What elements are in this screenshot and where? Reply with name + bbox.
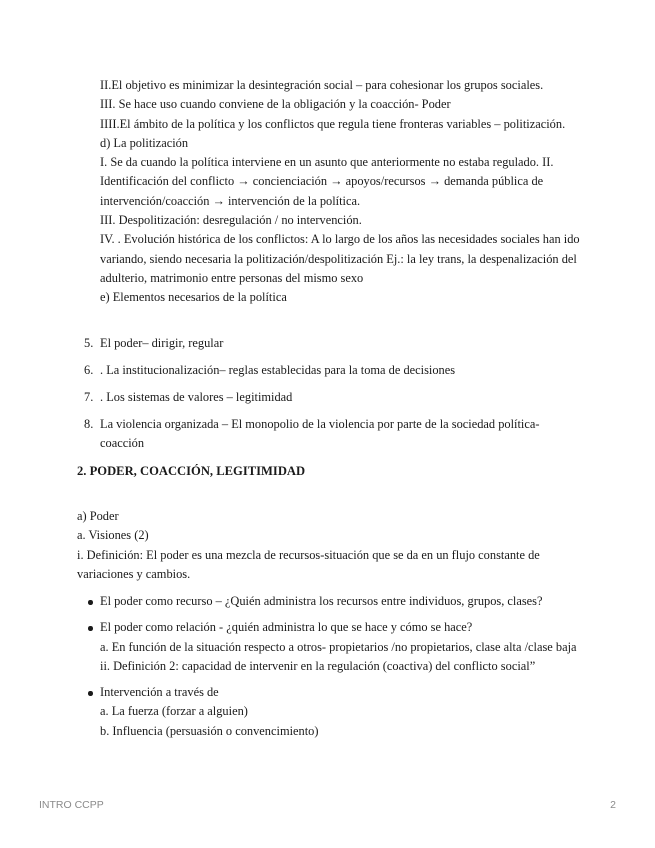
bullet-text: El poder como relación - ¿quién administra lo que se hace y cómo se hace? — [100, 620, 473, 635]
list-number: 7. — [84, 389, 94, 404]
bullet-item — [77, 683, 577, 741]
list-number: 8. — [84, 416, 94, 431]
paragraph-line: IV. . Evolución histórica de los conflictos: A lo largo de los años las necesidades sociales han ido variando, siendo necesaria la politización/despolitización Ej.: la ley trans, la despenalización del adulterio, matrimonio entre personas del mismo sexo — [100, 232, 580, 285]
paragraph-line: IIII.El ámbito de la política y los conflictos que regula tiene fronteras variables – politización. — [100, 116, 566, 131]
bullet-item — [77, 592, 577, 611]
bullet-subline: b. Influencia (persuasión o convencimiento) — [100, 723, 319, 738]
list-item-text: . La institucionalización– reglas establecidas para la toma de decisiones — [100, 362, 456, 377]
list-number: 5. — [84, 336, 94, 350]
bullet-list — [77, 592, 577, 748]
paragraph-line: I. Se da cuando la política interviene en un asunto que anteriormente no estaba regulado. II. Identificación del conflicto → concienciación → apoyos/recursos → demanda pública de intervención/coacción → intervención de la política. — [100, 155, 554, 208]
indented-block — [100, 76, 580, 308]
subsection-label: a) Poder — [77, 509, 119, 523]
bullet-subline: a. La fuerza (forzar a alguien) — [100, 704, 248, 719]
paragraph-line: III. Se hace uso cuando conviene de la obligación y la coacción- Poder — [100, 97, 451, 112]
bullet-text: Intervención a través de — [100, 685, 219, 700]
section-body — [77, 507, 577, 585]
list-number: 6. — [84, 362, 94, 377]
numbered-list — [84, 334, 564, 461]
list-item-text: El poder– dirigir, regular — [100, 336, 224, 350]
list-item-text: . Los sistemas de valores – legitimidad — [100, 389, 293, 404]
bullet-icon — [88, 626, 93, 631]
list-item-text: La violencia organizada – El monopolio de la violencia por parte de la sociedad política- coacción — [100, 416, 540, 451]
list-item — [84, 334, 564, 353]
footer-title: INTRO CCPP — [39, 799, 104, 811]
subsection-label: d) La politización — [100, 135, 189, 150]
paragraph-line: i. Definición: El poder es una mezcla de recursos-situación que se da en un flujo constante de variaciones y cambios. — [77, 547, 540, 582]
paragraph-line: III. Despolitización: desregulación / no intervención. — [100, 213, 362, 228]
page-number: 2 — [610, 799, 616, 811]
paragraph-line: II.El objetivo es minimizar la desintegración social – para cohesionar los grupos sociales. — [100, 78, 544, 92]
bullet-text: El poder como recurso – ¿Quién administra los recursos entre individuos, grupos, clases? — [100, 594, 543, 608]
bullet-icon — [88, 691, 93, 696]
list-item — [84, 415, 564, 454]
list-item — [84, 361, 564, 380]
bullet-icon — [88, 600, 93, 605]
bullet-subline: a. En función de la situación respecto a otros- propietarios /no propietarios, clase alta /clase baja — [100, 639, 577, 654]
section-heading: 2. PODER, COACCIÓN, LEGITIMIDAD — [77, 464, 306, 478]
paragraph-line: a. Visiones (2) — [77, 528, 149, 543]
bullet-subline: ii. Definición 2: capacidad de intervenir en la regulación (coactiva) del conflicto social” — [100, 658, 536, 673]
list-item — [84, 388, 564, 407]
subsection-label: e) Elementos necesarios de la política — [100, 290, 287, 305]
bullet-item — [77, 618, 577, 676]
